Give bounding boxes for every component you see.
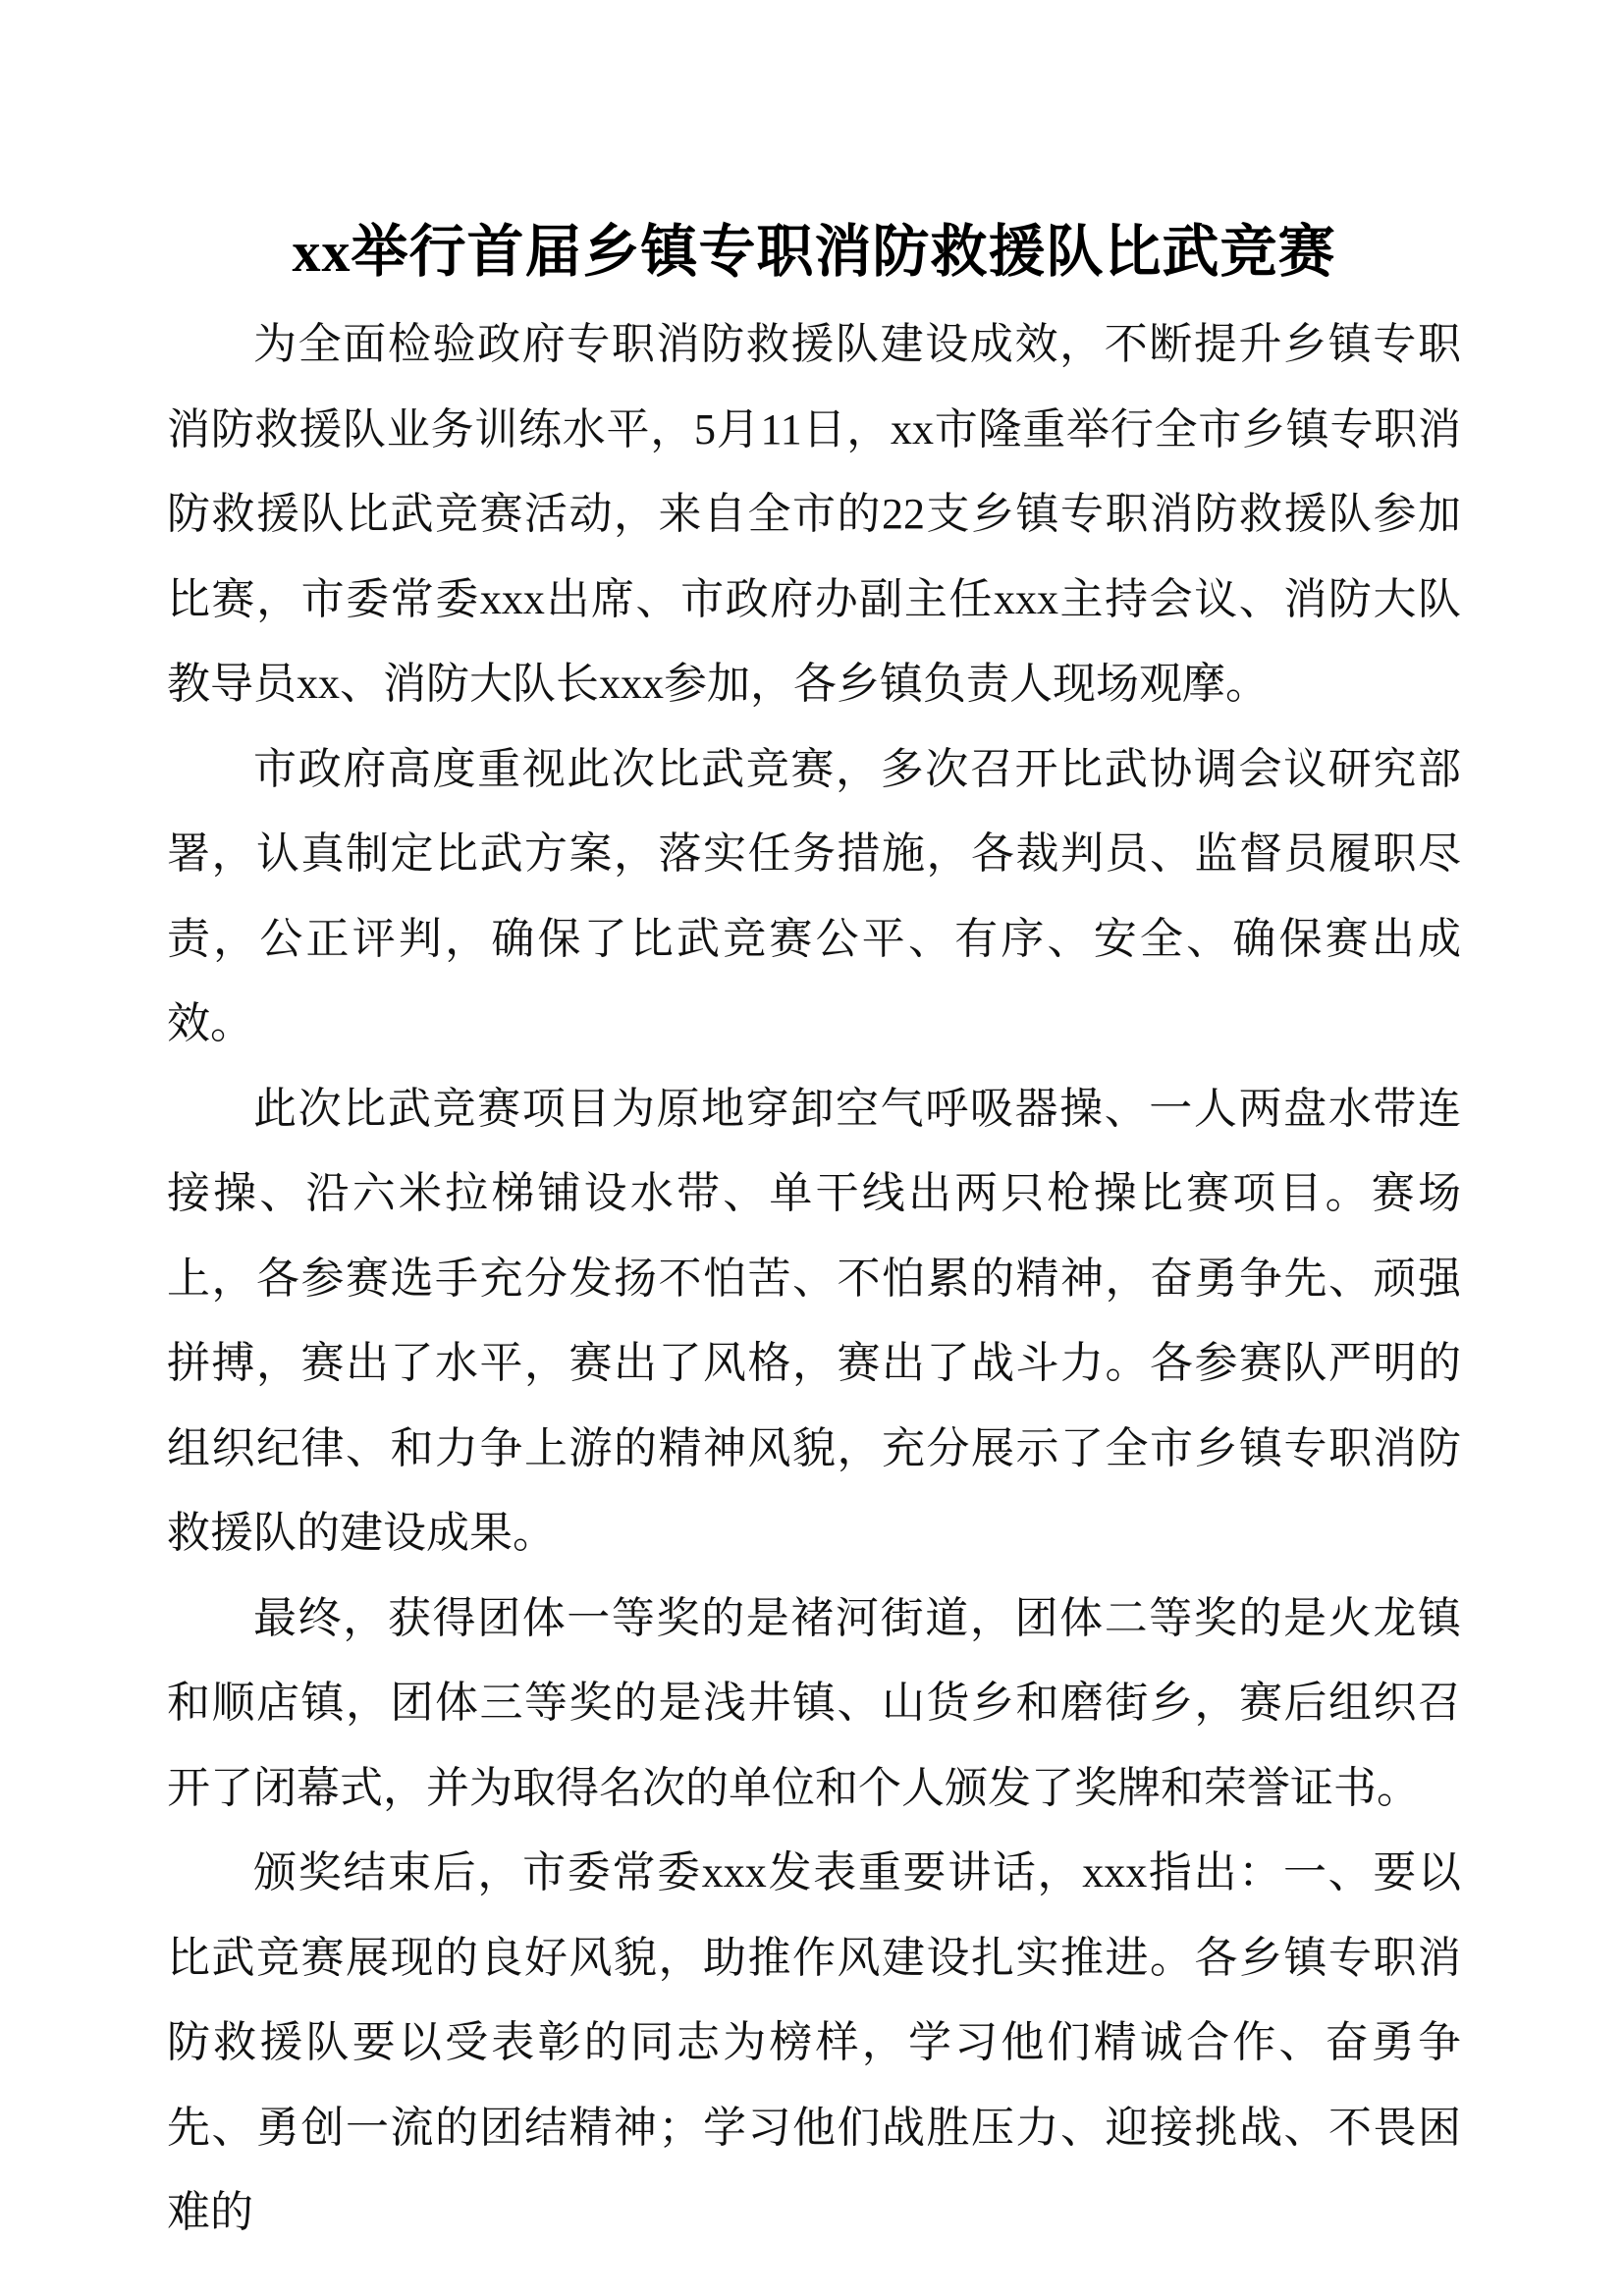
document-title: xx举行首届乡镇专职消防救援队比武竞赛 — [292, 220, 1336, 284]
paragraph: 为全面检验政府专职消防救援队建设成效，不断提升乡镇专职消防救援队业务训练水平，5月11日，xx市隆重举行全市乡镇专职消防救援队比武竞赛活动，来自全市的22支乡镇专职消防救援队参加比赛，市委常委xxx出席、市政府办副主任xxx主持会议、消防大队教导员xx、消防大队长xxx参加，各乡镇负责人现场观摩。 — [167, 320, 1461, 708]
paragraph: 此次比武竞赛项目为原地穿卸空气呼吸器操、一人两盘水带连接操、沿六米拉梯铺设水带、单干线出两只枪操比赛项目。赛场上，各参赛选手充分发扬不怕苦、不怕累的精神，奋勇争先、顽强拼搏，赛出了水平，赛出了风格，赛出了战斗力。各参赛队严明的组织纪律、和力争上游的精神风貌，充分展示了全市乡镇专职消防救援队的建设成果。 — [167, 1084, 1461, 1557]
paragraph: 最终，获得团体一等奖的是褚河街道，团体二等奖的是火龙镇和顺店镇，团体三等奖的是浅井镇、山货乡和磨街乡，赛后组织召开了闭幕式，并为取得名次的单位和个人颁发了奖牌和荣誉证书。 — [167, 1593, 1461, 1812]
document-body — [167, 302, 1461, 2256]
paragraph: 颁奖结束后，市委常委xxx发表重要讲话，xxx指出：一、要以比武竞赛展现的良好风貌，助推作风建设扎实推进。各乡镇专职消防救援队要以受表彰的同志为榜样，学习他们精诚合作、奋勇争先、勇创一流的团结精神；学习他们战胜压力、迎接挑战、不畏困难的 — [167, 1848, 1461, 2236]
paragraph: 市政府高度重视此次比武竞赛，多次召开比武协调会议研究部署，认真制定比武方案，落实任务措施，各裁判员、监督员履职尽责，公正评判，确保了比武竞赛公平、有序、安全、确保赛出成效。 — [167, 744, 1461, 1047]
